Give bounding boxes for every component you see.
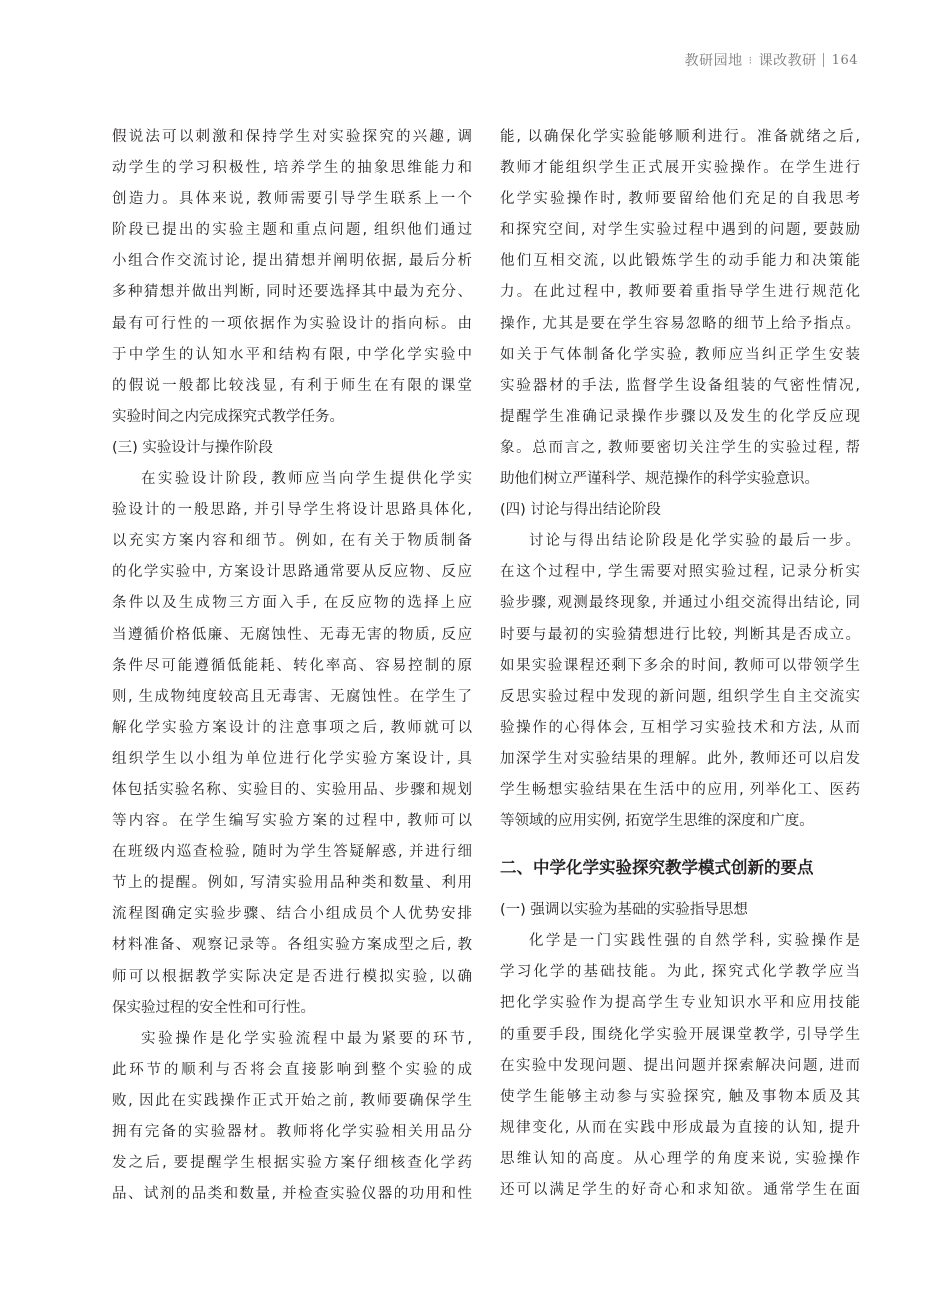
text-line: 实验操作是化学实验流程中最为紧要的环节,	[141, 1030, 472, 1047]
text-line: 组织学生以小组为单位进行化学实验方案设计, 具	[112, 750, 472, 767]
text-line: 品、试剂的品类和数量, 并检查实验仪器的功用和性	[112, 1186, 472, 1203]
text-line: 把化学实验作为提高学生专业知识水平和应用技能	[500, 995, 860, 1012]
paragraph	[500, 526, 860, 837]
running-header	[685, 50, 858, 70]
right-column	[500, 122, 860, 1206]
text-line: 反思实验过程中发现的新问题, 组织学生自主交流实	[500, 688, 860, 705]
paragraph	[500, 122, 860, 495]
text-line: 败, 因此在实践操作正式开始之前, 教师要确保学生	[112, 1092, 472, 1109]
text-line: 验设计的一般思路, 并引导学生将设计思路具体化,	[112, 502, 472, 519]
text-line: 最有可行性的一项依据作为实验设计的指向标。由	[112, 315, 472, 332]
text-line: 操作, 尤其是要在学生容易忽略的细节上给予指点。	[500, 315, 860, 332]
text-line: 化学实验操作时, 教师要留给他们充足的自我思考	[500, 191, 860, 208]
text-line: 提醒学生准确记录操作步骤以及发生的化学反应现	[500, 408, 860, 425]
text-line: 如果实验课程还剩下多余的时间, 教师可以带领学生	[500, 657, 860, 674]
page-number: 164	[831, 52, 858, 68]
text-line: 思维认知的高度。从心理学的角度来说, 实验操作	[500, 1150, 860, 1167]
text-line: 学习化学的基础技能。为此, 探究式化学教学应当	[500, 964, 860, 981]
text-line: 师可以根据教学实际决定是否进行模拟实验, 以确	[112, 968, 472, 985]
text-line: 流程图确定实验步骤、结合小组成员个人优势安排	[112, 906, 472, 923]
paragraph	[500, 926, 860, 1206]
text-line: 解化学实验方案设计的注意事项之后, 教师就可以	[112, 719, 472, 736]
left-column	[112, 122, 472, 1210]
text-line: 加深学生对实验结果的理解。此外, 教师还可以启发	[500, 750, 860, 767]
text-line: 拥有完备的实验器材。教师将化学实验相关用品分	[112, 1124, 472, 1140]
header-separator-bar	[823, 53, 824, 67]
text-line: 学生畅想实验结果在生活中的应用, 列举化工、医药	[500, 781, 860, 798]
text-line: 和探究空间, 对学生实验过程中遇到的问题, 要鼓励	[500, 222, 860, 239]
text-line: 的重要手段, 围绕化学实验开展课堂教学, 引导学生	[500, 1026, 860, 1043]
text-line: 以充实方案内容和细节。例如, 在有关于物质制备	[112, 533, 472, 550]
text-line: 能, 以确保化学实验能够顺利进行。准备就绪之后,	[500, 129, 860, 145]
text-line: 阶段已提出的实验主题和重点问题, 组织他们通过	[112, 222, 472, 239]
paragraph	[112, 1024, 472, 1211]
text-line: 小组合作交流讨论, 提出猜想并阐明依据, 最后分析	[112, 253, 472, 270]
text-line: 等领域的应用实例, 拓宽学生思维的深度和广度。	[500, 813, 814, 830]
text-line: 力。在此过程中, 教师要着重指导学生进行规范化	[500, 284, 860, 301]
text-line: 验操作的心得体会, 互相学习实验技术和方法, 从而	[500, 719, 860, 736]
header-section: 教研园地	[684, 53, 743, 69]
text-line: 在实验中发现问题、提出问题并探索解决问题, 进而	[500, 1057, 860, 1074]
text-line: 规律变化, 从而在实践中形成最为直接的认知, 提升	[500, 1119, 860, 1136]
paragraph	[112, 122, 472, 433]
header-separator-dot: ⁝	[748, 53, 753, 67]
text-line: 验步骤, 观测最终现象, 并通过小组交流得出结论, 同	[500, 595, 860, 612]
text-line: 假说法可以刺激和保持学生对实验探究的兴趣, 调	[112, 129, 472, 145]
text-line: 条件尽可能遵循低能耗、转化率高、容易控制的原	[112, 657, 472, 674]
text-line: 保实验过程的安全性和可行性。	[112, 999, 315, 1016]
text-line: 当遵循价格低廉、无腐蚀性、无毒无害的物质, 反应	[112, 626, 472, 643]
text-line: 时要与最初的实验猜想进行比较, 判断其是否成立。	[500, 626, 860, 643]
text-line: 的化学实验中, 方案设计思路通常要从反应物、反应	[112, 564, 472, 581]
text-line: 创造力。具体来说, 教师需要引导学生联系上一个	[112, 191, 472, 208]
text-line: 在实验设计阶段, 教师应当向学生提供化学实	[141, 471, 472, 488]
paragraph	[112, 464, 472, 1024]
text-line: 在这个过程中, 学生需要对照实验过程, 记录分析实	[500, 564, 860, 581]
text-line: 等内容。在学生编写实验方案的过程中, 教师可以	[112, 813, 472, 830]
chapter-heading: 二、中学化学实验探究教学模式创新的要点	[500, 858, 814, 878]
section-heading: (一) 强调以实验为基础的实验指导思想	[500, 902, 748, 919]
text-line: 他们互相交流, 以此锻炼学生的动手能力和决策能	[500, 253, 860, 270]
text-line: 动学生的学习积极性, 培养学生的抽象思维能力和	[112, 160, 472, 177]
header-subsection: 课改教研	[758, 53, 817, 69]
text-line: 实验器材的手法, 监督学生设备组装的气密性情况,	[500, 377, 860, 394]
text-line: 在班级内巡查检验, 随时为学生答疑解惑, 并进行细	[112, 844, 472, 861]
text-line: 象。总而言之, 教师要密切关注学生的实验过程, 帮	[500, 439, 860, 456]
text-line: 化学是一门实践性强的自然学科, 实验操作是	[529, 933, 860, 950]
text-line: 还可以满足学生的好奇心和求知欲。通常学生在面	[500, 1182, 860, 1198]
text-line: 多种猜想并做出判断, 同时还要选择其中最为充分、	[112, 284, 472, 301]
text-line: 助他们树立严谨科学、规范操作的科学实验意识。	[500, 471, 819, 488]
text-line: 材料准备、观察记录等。各组实验方案成型之后, 教	[112, 937, 472, 954]
text-line: 体包括实验名称、实验目的、实验用品、步骤和规划	[112, 781, 472, 798]
text-line: 实验时间之内完成探究式教学任务。	[112, 408, 344, 425]
text-line: 发之后, 要提醒学生根据实验方案仔细核查化学药	[112, 1155, 472, 1172]
text-line: 则, 生成物纯度较高且无毒害、无腐蚀性。在学生了	[112, 688, 472, 705]
text-line: 使学生能够主动参与实验探究, 触及事物本质及其	[500, 1088, 860, 1105]
section-heading: (三) 实验设计与操作阶段	[112, 439, 273, 456]
text-line: 讨论与得出结论阶段是化学实验的最后一步。	[529, 533, 860, 550]
text-line: 教师才能组织学生正式展开实验操作。在学生进行	[500, 160, 860, 177]
text-line: 如关于气体制备化学实验, 教师应当纠正学生安装	[500, 346, 860, 363]
text-line: 于中学生的认知水平和结构有限, 中学化学实验中	[112, 346, 472, 363]
section-heading: (四) 讨论与得出结论阶段	[500, 502, 661, 519]
text-line: 的假说一般都比较浅显, 有利于师生在有限的课堂	[112, 377, 472, 394]
text-line: 节上的提醒。例如, 写清实验用品种类和数量、利用	[112, 875, 472, 892]
text-line: 此环节的顺利与否将会直接影响到整个实验的成	[112, 1061, 472, 1078]
text-line: 条件以及生成物三方面入手, 在反应物的选择上应	[112, 595, 472, 612]
